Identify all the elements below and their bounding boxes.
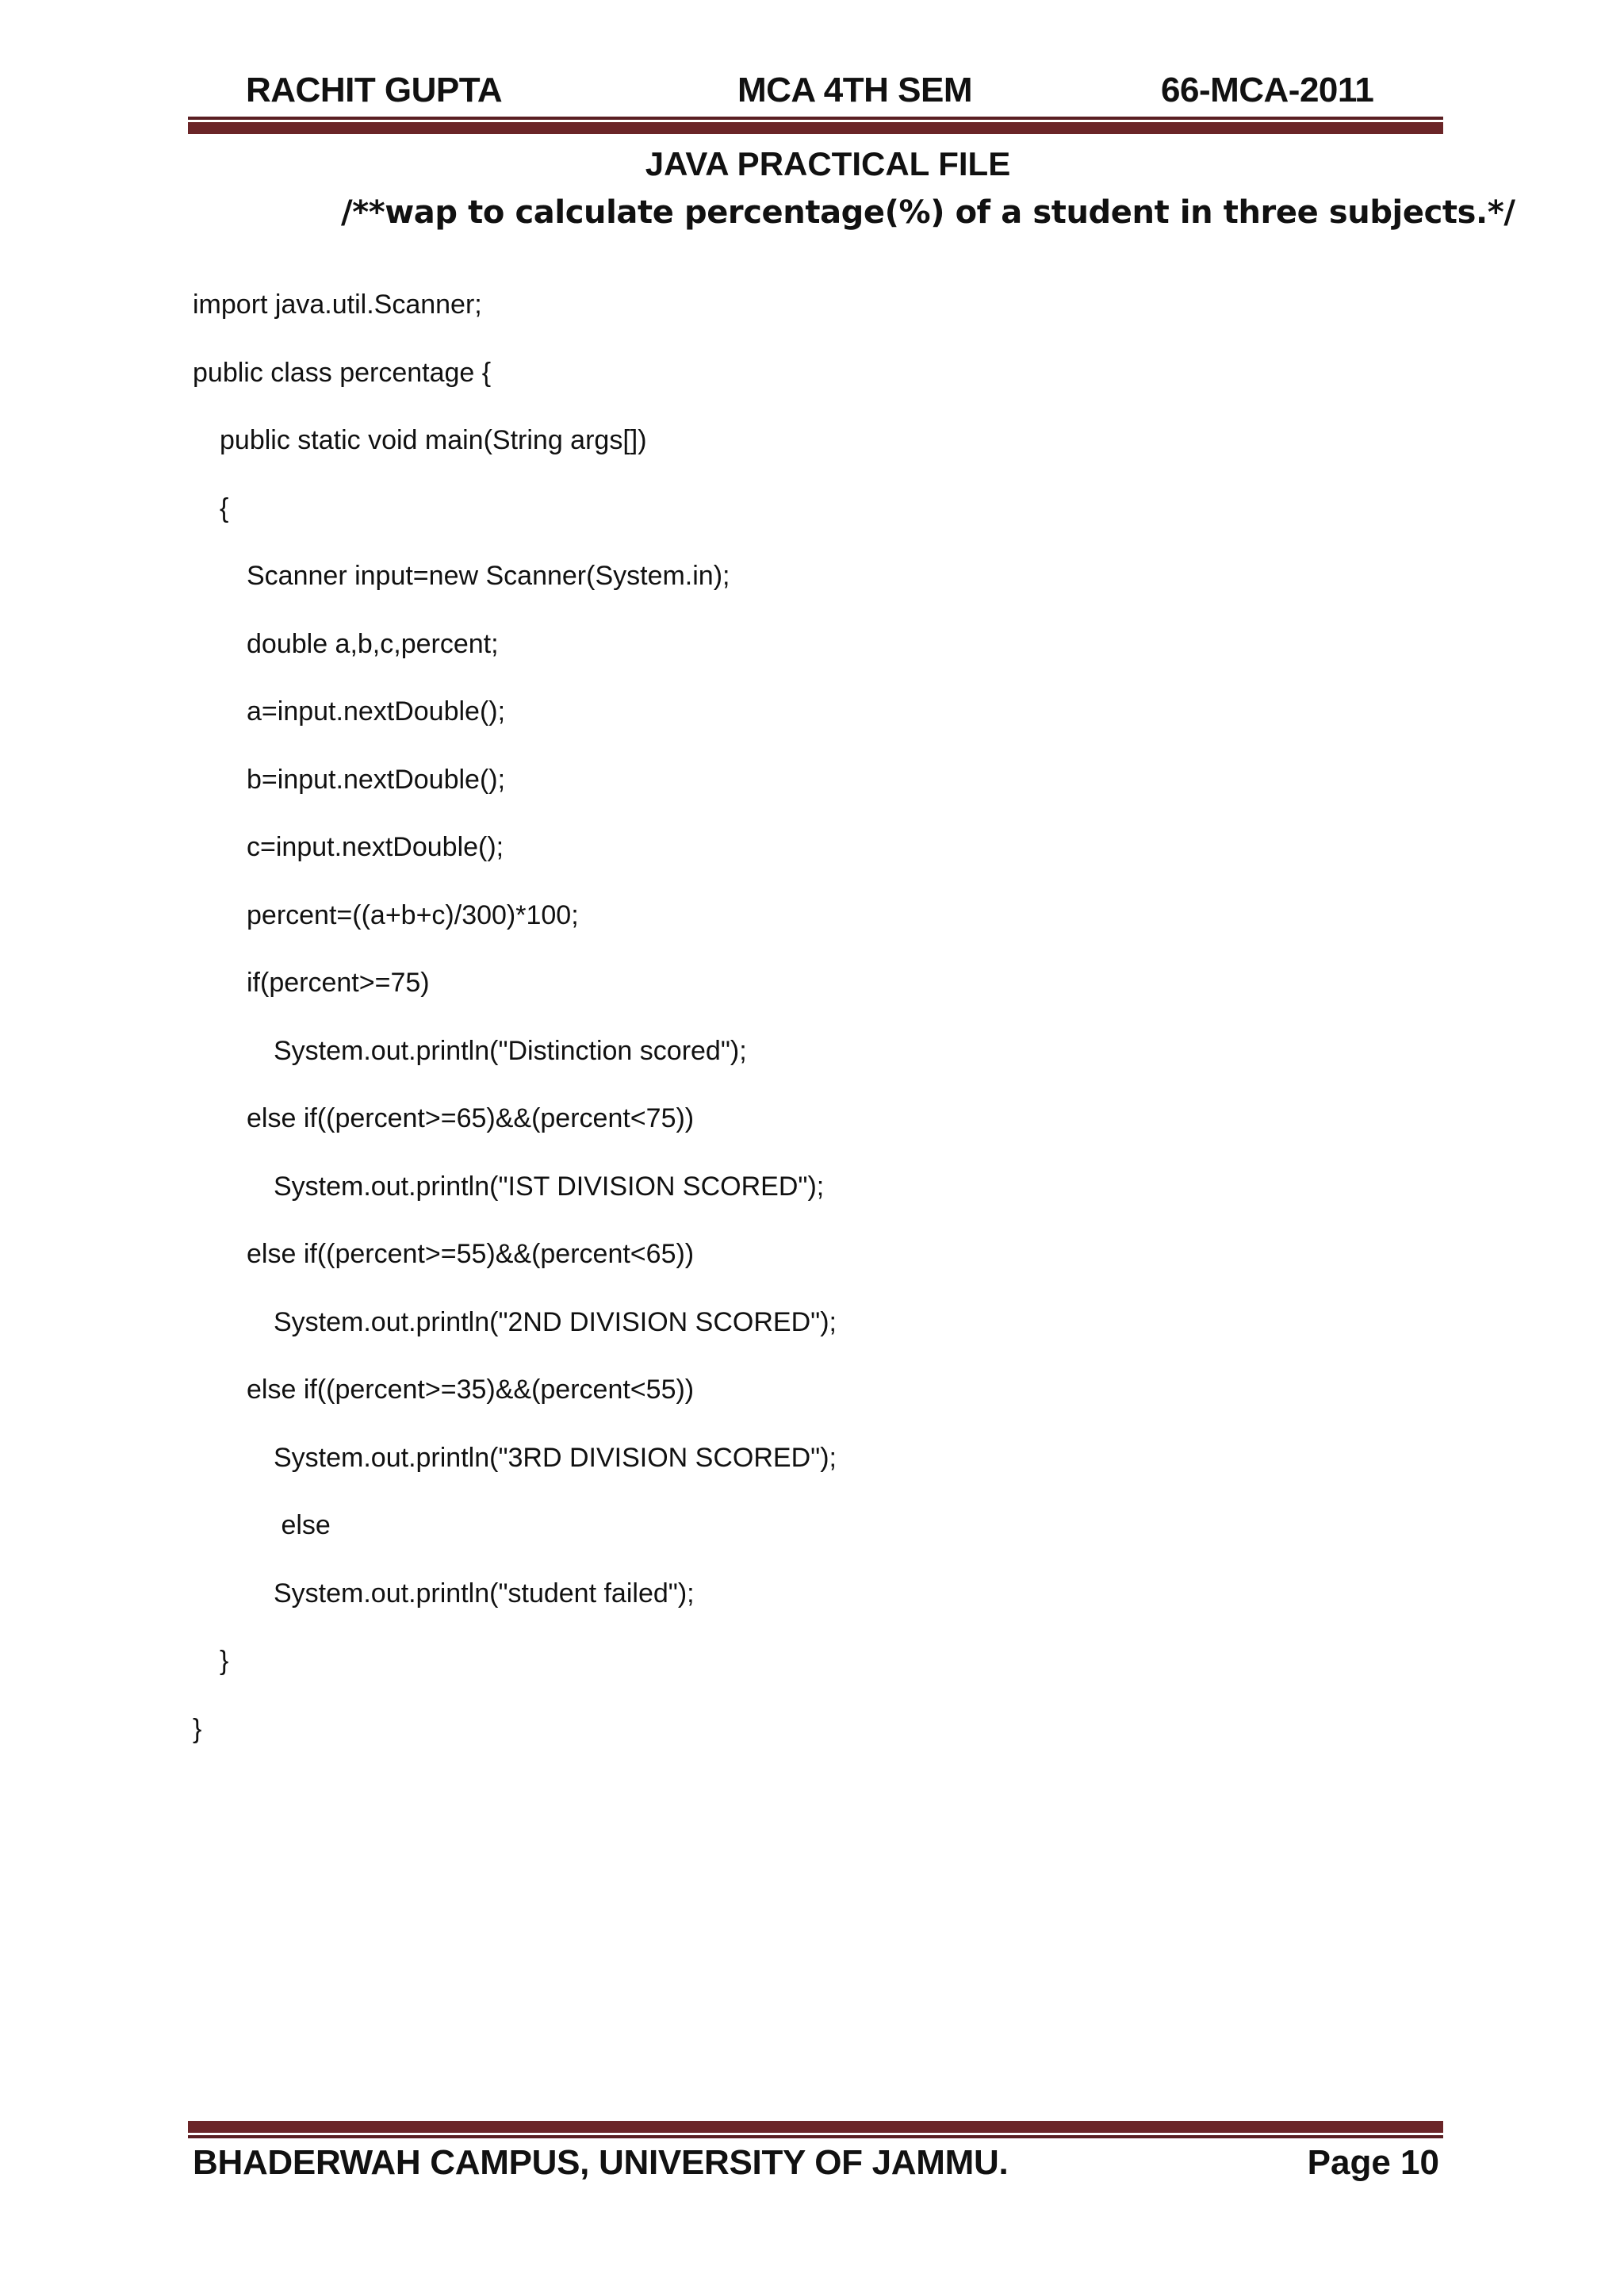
code-line: else [274,1510,331,1540]
code-line: System.out.println("Distinction scored"); [274,1035,747,1066]
code-line: public class percentage { [193,357,492,388]
code-line: else if((percent>=65)&&(percent<75)) [247,1103,695,1133]
header-roll-number: 66-MCA-2011 [1161,71,1374,109]
code-line: else if((percent>=35)&&(percent<55)) [247,1375,695,1405]
code-line: Scanner input=new Scanner(System.in); [247,561,730,591]
code-line: System.out.println("student failed"); [274,1578,695,1609]
code-line: import java.util.Scanner; [193,290,482,320]
code-line: else if((percent>=55)&&(percent<65)) [247,1239,695,1269]
code-listing [193,283,837,1775]
code-line: percent=((a+b+c)/300)*100; [247,899,579,930]
footer-page-number: Page 10 [1307,2143,1439,2182]
code-line: System.out.println("IST DIVISION SCORED"); [274,1171,825,1202]
program-description: /**wap to calculate percentage(%) of a student in three subjects.*/ [341,194,1515,231]
code-line: a=input.nextDouble(); [247,696,506,727]
code-line: public static void main(String args[]) [220,425,647,455]
code-line: System.out.println("2ND DIVISION SCORED"); [274,1306,837,1337]
header-rule-thick [188,122,1443,134]
code-line: } [220,1646,229,1676]
footer-rule-thick [188,2121,1443,2133]
page-title: JAVA PRACTICAL FILE [645,145,1011,182]
code-line: double a,b,c,percent; [247,628,499,659]
header-course: MCA 4TH SEM [737,71,972,109]
code-line: { [220,493,229,523]
code-line: if(percent>=75) [247,968,430,998]
header-rule-thin [188,117,1443,120]
header-student-name: RACHIT GUPTA [246,71,503,109]
code-line: c=input.nextDouble(); [247,832,504,862]
code-line: System.out.println("3RD DIVISION SCORED"); [274,1442,837,1473]
code-line: b=input.nextDouble(); [247,764,506,795]
code-line: } [193,1713,202,1744]
footer-institution: BHADERWAH CAMPUS, UNIVERSITY OF JAMMU. [193,2143,1009,2182]
